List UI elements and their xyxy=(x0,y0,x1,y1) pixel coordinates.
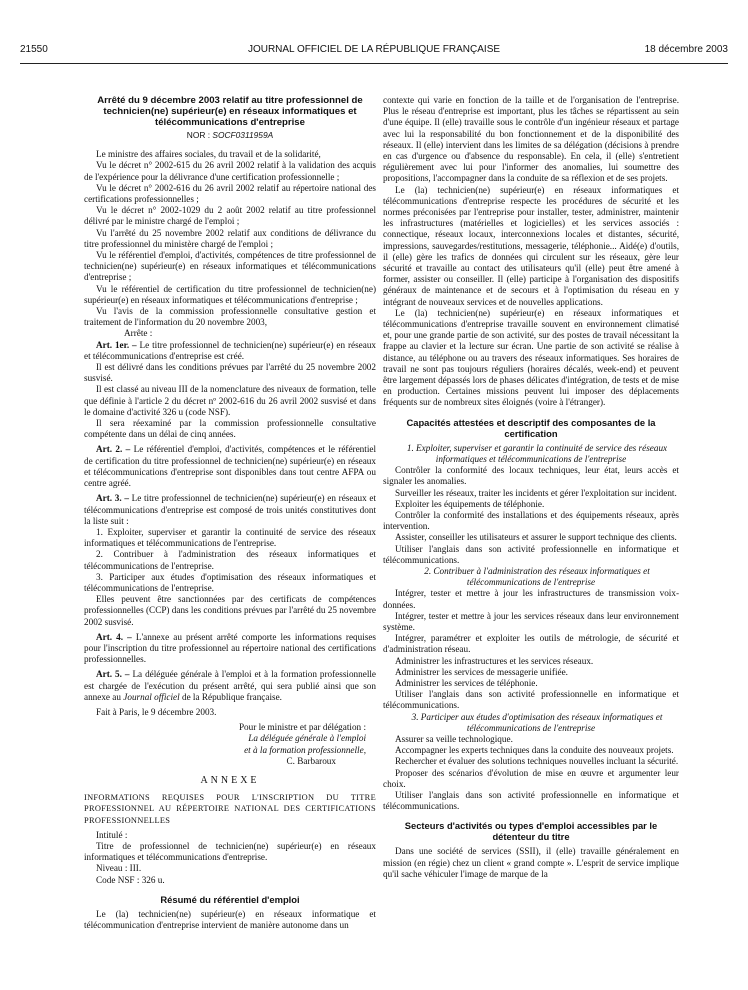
preamble-3: Vu le décret n° 2002-1029 du 2 août 2002 relatif au titre professionnel délivré par le ministre chargé de l'emploi ; xyxy=(84,205,376,227)
secteurs-text: Dans une société de services (SSII), il (elle) travaille généralement en mission (en régie) chez un client « grand compte ». L'esprit de service implique qu'il sache véhiculer l'image de marque de la xyxy=(383,846,679,879)
article-1-para-0: Il est délivré dans les conditions prévues par l'arrêté du 25 novembre 2002 susvisé. xyxy=(84,362,376,384)
unit-2-title: 2. Contribuer à l'administration des réseaux informatiques et télécommunications de l'entreprise xyxy=(424,565,650,588)
issue-date: 18 décembre 2003 xyxy=(644,44,728,55)
article-1-para-2: Il sera réexaminé par la commission professionnelle consultative compétente dans un délai de cinq années. xyxy=(84,418,376,440)
header-rule xyxy=(20,63,728,64)
unit-3-item-2: Rechercher et évaluer des solutions techniques nouvelles incluant la sécurité. xyxy=(395,756,679,767)
done-at: Fait à Paris, le 9 décembre 2003. xyxy=(96,706,217,717)
article-2: Art. 2. – Le référentiel d'emploi, d'activités, compétences et le référentiel de certification du titre professionnel de technicien(ne) supérieur(e) en réseaux et télécommunications d'entreprise sont disponibles dans tout centre AFPA ou centre agréé. xyxy=(84,444,377,489)
unit-1-item-1: Surveiller les réseaux, traiter les incidents et gérer l'exploitation sur incident. xyxy=(395,487,677,498)
article-3-item-2: 3. Participer aux études d'optimisation des réseaux informatiques et télécommunications de l'entreprise. xyxy=(84,571,376,593)
journal-title: JOURNAL OFFICIEL DE LA RÉPUBLIQUE FRANÇAISE xyxy=(247,44,501,55)
unit-1-item-4: Assister, conseiller les utilisateurs et assurer le support technique des clients. xyxy=(395,532,677,543)
unit-2-item-3: Administrer les infrastructures et les services réseaux. xyxy=(395,655,594,666)
page-header xyxy=(20,44,728,58)
unit-2-item-2: Intégrer, paramétrer et exploiter les outils de métrologie, de sécurité et d'administration réseau. xyxy=(383,633,679,655)
unit-2-item-5: Administrer les services de téléphonie. xyxy=(395,677,538,688)
nor-code: SOCF0311959A xyxy=(212,130,274,140)
resume-text: Le (la) technicien(ne) supérieur(e) en réseaux informatique et télécommunication d'entreprise intervient de manière autonome dans un xyxy=(84,908,376,930)
preamble-5: Vu le référentiel d'emploi, d'activités, compétences de titre professionnel de technicien(ne) supérieur(e) en réseaux informatiques et télécommunications d'entreprise ; xyxy=(84,250,376,283)
article-3-item-3: Elles peuvent être sanctionnées par des certificats de compétences professionnelles (CCP) dans les conditions prévues par l'arrêté du 25 novembre 2002 susvisé. xyxy=(84,594,377,627)
article-4: Art. 4. – L'annexe au présent arrêté comporte les informations requises pour l'inscription du titre professionnel au répertoire national des certifications professionnelles. xyxy=(84,631,376,665)
unit-3-item-4: Utiliser l'anglais dans son activité professionnelle en informatique et télécommunications. xyxy=(383,789,679,812)
signature-line-2: La déléguée générale à l'emploi xyxy=(248,733,366,744)
unit-1-item-5: Utiliser l'anglais dans son activité professionnelle en informatique et télécommunications. xyxy=(383,543,679,565)
article-1: Art. 1er. – Le titre professionnel de technicien(ne) supérieur(e) en réseaux et télécommunications d'entreprise est créé. xyxy=(84,339,377,361)
preamble-1: Vu le décret n° 2002-615 du 26 avril 2002 relatif à la validation des acquis de l'expérience pour la délivrance d'une certification professionnelle ; xyxy=(84,160,376,182)
unit-1-item-0: Contrôler la conformité des locaux techniques, leur état, leurs accès et signaler les anomalies. xyxy=(383,465,679,487)
unit-1-item-3: Contrôler la conformité des installations et des équipements réseaux, après intervention. xyxy=(383,509,679,532)
code-nsf: Code NSF : 326 u. xyxy=(96,874,165,885)
unit-3-item-1: Accompagner les experts techniques dans la conduite des nouveaux projets. xyxy=(395,745,674,756)
niveau: Niveau : III. xyxy=(96,863,142,874)
article-1-para-1: Il est classé au niveau III de la nomenclature des niveaux de formation, telle que définie à l'article 2 du décret nº 2002-616 du 26 avril 2002 susvisé et dans le domaine d'activité 326 u (code NSF). xyxy=(84,384,376,417)
unit-2-item-4: Administrer les services de messagerie unifiée. xyxy=(395,666,568,677)
unit-2-item-0: Intégrer, tester et mettre à jour les infrastructures de transmission voix-données. xyxy=(383,588,679,610)
preamble-2: Vu le décret n° 2002-616 du 26 avril 2002 relatif au répertoire national des certifications professionnelles ; xyxy=(84,182,376,205)
article-5: Art. 5. – La déléguée générale à l'emploi et à la formation professionnelle est chargée de l'exécution du présent arrêté, qui sera publié ainsi que son annexe au Journal officiel de la République française. xyxy=(84,669,376,702)
article-3: Art. 3. – Le titre professionnel de technicien(ne) supérieur(e) en réseaux et télécommunications d'entreprise est composé de trois unités constitutives dont la liste suit : xyxy=(84,493,376,526)
decree-title: Arrêté du 9 décembre 2003 relatif au titre professionnel de technicien(ne) supérieur(e) en réseaux informatiques et télécommunications d'entreprise xyxy=(97,95,363,128)
unit-3-item-3: Proposer des scénarios d'évolution de mise en œuvre et argumenter leur choix. xyxy=(383,767,679,789)
intitule-label: Intitulé : xyxy=(96,829,128,840)
unit-1-item-2: Exploiter les équipements de téléphonie. xyxy=(395,498,545,509)
unit-2-item-1: Intégrer, tester et mettre à jour les services réseaux dans leur environnement système. xyxy=(383,610,679,632)
article-3-item-0: 1. Exploiter, superviser et garantir la continuité de service des réseaux informatiques et télécommunications de l'entreprise. xyxy=(84,526,376,549)
context-para-1: Le (la) technicien(ne) supérieur(e) en réseaux informatiques et télécommunications d'entreprise respecte les procédures de sécurité et les normes préconisées par l'entreprise pour installer, tester, administrer, maintenir les infrastructures (matérielles et logicielles) et les services associés : connectique, réseaux locaux, interconnexions locales et distantes, sécurité, impressions, sauvegardes/restitutions, messagerie, téléphonie... Aidé(e) d'outils, il (elle) gère les trafics de données qui circulent sur les réseaux, gère leur sécurité et travaille au contact des utilisateurs qu'il (elle) peut être amené à former, assister ou conseiller. Il (elle) participe à l'organisation des dispositifs généraux de maintenance et de secours et à l'optimisation du réseau en y intégrant de nouveaux services et de nouvelles applications. xyxy=(383,184,679,307)
signature-line-1: Pour le ministre et par délégation : xyxy=(238,722,366,733)
left-column xyxy=(84,95,376,931)
context-para-2: Le (la) technicien(ne) supérieur(e) en réseaux informatiques et télécommunications d'entreprise travaille souvent en environnement climatisé et, pour une grande partie de son activité, sur des postes de travail nécessitant la frappe au clavier et la lecture sur écran. Une partie de son activité se réalise à distance, au téléphone ou au travers des réseaux informatiques. Ses horaires de travail ne sont pas toujours réguliers (horaires décalés, week-end) et peuvent être largement dépassés lors de phases délicates d'intégration, de tests et de mise en production. Certaines missions peuvent lui imposer des déplacements fréquents sur de nombreux sites éloignés (voire à l'étranger). xyxy=(383,307,679,408)
context-para-0: contexte qui varie en fonction de la taille et de l'organisation de l'entreprise. Plus le réseau d'entreprise est important, plus les tâches se répartissent au sein d'une équipe. Il (elle) travaille sous le contrôle d'un ingénieur réseaux et partage avec lui la responsabilité du bon fonctionnement et de la disponibilité des réseaux. Il (elle) intervient dans les limites de sa délégation (décisions à prendre en cas d'urgence ou d'absence du responsable). En cela, il (elle) s'entretient régulièrement avec lui pour l'informer des anomalies, lui soumettre des propositions, l'accompagner dans la conduite de sa réflexion et de ses projets. xyxy=(383,95,679,184)
annexe-subtitle: INFORMATIONS REQUISES POUR L'INSCRIPTION DU TITRE PROFESSIONNEL AU RÉPERTOIRE NATIONAL DES CERTIFICATIONS PROFESSIONNELLES xyxy=(84,793,376,825)
capacites-heading: Capacités attestées et descriptif des composantes de la certification xyxy=(406,416,656,439)
resume-heading: Résumé du référentiel d'emploi xyxy=(160,893,300,905)
signature-line-3: et à la formation professionnelle, xyxy=(244,744,366,755)
intitule-text: Titre de professionnel de technicien(ne) supérieur(e) en réseaux informatiques et télécommunications d'entreprise. xyxy=(84,840,376,863)
unit-1-title: 1. Exploiter, superviser et garantir la continuité de service des réseaux informatiques et télécommunications de l'entreprise xyxy=(406,442,668,464)
nor-reference: NOR : SOCF0311959A xyxy=(186,130,274,140)
preamble-6: Vu le référentiel de certification du titre professionnel de technicien(ne) supérieur(e) en réseaux informatiques et télécommunications d'entreprise ; xyxy=(84,283,376,305)
preamble-0: Le ministre des affaires sociales, du travail et de la solidarité, xyxy=(96,149,321,160)
unit-3-item-0: Assurer sa veille technologique. xyxy=(395,733,513,744)
unit-2-item-6: Utiliser l'anglais dans son activité professionnelle en informatique et télécommunications. xyxy=(383,689,679,711)
arrete-label: Arrête : xyxy=(124,328,153,339)
annexe-heading: ANNEXE xyxy=(200,774,260,786)
article-3-item-1: 2. Contribuer à l'administration des réseaux informatiques et télécommunications de l'entreprise. xyxy=(84,549,376,571)
preamble-7: Vu l'avis de la commission professionnelle consultative gestion et traitement de l'information du 20 novembre 2003, xyxy=(84,306,376,328)
signature-name: C. Barbaroux xyxy=(286,755,336,766)
page-number: 21550 xyxy=(20,44,48,55)
right-column xyxy=(383,95,679,880)
secteurs-heading: Secteurs d'activités ou types d'emploi accessibles par le détenteur du titre xyxy=(404,820,658,843)
unit-3-title: 3. Participer aux études d'optimisation des réseaux informatiques et télécommunications de l'entreprise xyxy=(411,711,663,733)
preamble-4: Vu l'arrêté du 25 novembre 2002 relatif aux conditions de délivrance du titre professionnel du ministère chargé de l'emploi ; xyxy=(84,227,376,249)
